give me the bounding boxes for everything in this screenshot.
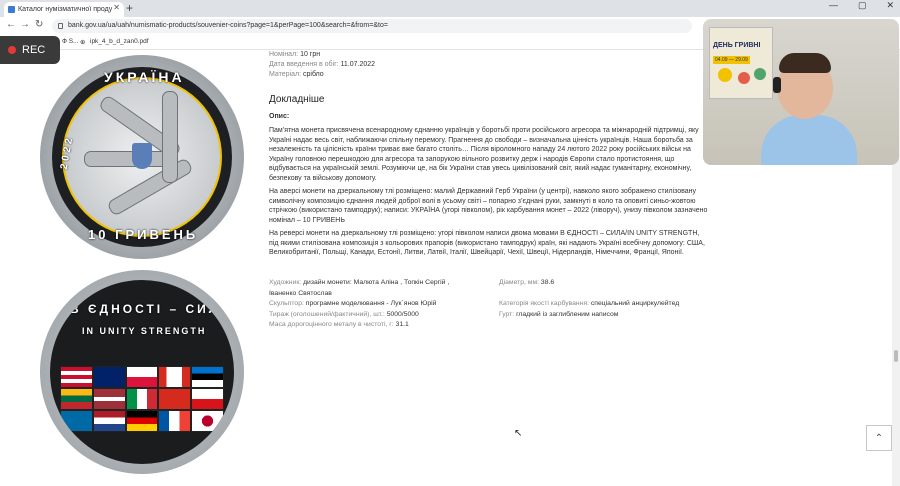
flag-usa xyxy=(60,366,93,388)
rec-label: REC xyxy=(22,44,46,56)
obverse-paragraph: На аверсі монети на дзеркальному тлі розміщено: малий Державний Герб України (у центрі), навколо якого зображено стилізовану символічну композицію єднання людей доброї волі в усьому світі – попарно з’єднані руки, замкнуті в коло та оповиті синьо-жовтою стрічкою (використано тамподрук); написи: УКРАЇНА (угорі півколом), рік карбування монет – 2022 (ліворуч), унизу півколом зазначено номінал – 10 ГРИВЕНЬ xyxy=(269,188,708,224)
maximize-icon[interactable]: ▢ xyxy=(857,0,867,10)
meta-nominal: Номінал: 10 грн xyxy=(269,51,321,58)
coin-reverse-field xyxy=(50,280,234,464)
coin-denomination: 10 ГРИВЕНЬ xyxy=(88,227,199,242)
mouse-cursor-icon: ↖ xyxy=(514,428,523,439)
lock-icon xyxy=(58,23,63,29)
description-label: Опис: xyxy=(269,113,290,120)
bank-favicon-icon xyxy=(8,6,15,13)
coat-of-arms-icon xyxy=(132,143,152,169)
property-row: Іваненко Святослав xyxy=(269,289,332,297)
flag-estonia xyxy=(191,366,224,388)
green-circle-shape xyxy=(754,68,766,80)
reload-icon[interactable]: ↻ xyxy=(35,19,44,30)
flag-sweden xyxy=(60,410,93,432)
scroll-to-top-button[interactable] xyxy=(866,425,892,451)
poster-title: ДЕНЬ ГРИВНІ xyxy=(713,42,761,49)
tab-title: Каталог нумізматичної проду xyxy=(18,6,113,13)
property-row: Тираж (оголошений/фактичний), шт.: 5000/5000 Гурт: гладкий із заглибленим написом xyxy=(269,310,619,318)
pdf-icon: ⊕ xyxy=(80,39,86,46)
chevron-up-icon: ⌃ xyxy=(874,432,884,444)
flags-composition xyxy=(60,366,224,464)
yellow-circle-shape xyxy=(718,68,732,82)
scrollbar-thumb[interactable] xyxy=(894,350,898,362)
coin-details xyxy=(269,50,709,262)
coin-obverse-field xyxy=(62,77,222,237)
url-field[interactable] xyxy=(52,19,692,33)
section-title: Докладніше xyxy=(269,94,325,105)
flag-lithuania xyxy=(60,388,93,410)
flag-netherlands xyxy=(93,410,126,432)
flag-france xyxy=(158,410,191,432)
property-row: Художник: дизайн монети: Малюта Аліна , Топкін Сергій , Діаметр, мм: 38.6 xyxy=(269,279,555,286)
url-text: bank.gov.ua/ua/uah/numismatic-products/souvenier-coins?page=1&perPage=100&search=&from=&to= xyxy=(68,22,388,29)
record-dot-icon xyxy=(8,46,16,54)
coin-reverse-image xyxy=(40,270,244,474)
coin-reverse-top-text: В ЄДНОСТІ – СИЛА xyxy=(70,302,232,316)
property-row: Скульптор: програмне моделювання - Лук`янов Юрій Категорія якості карбування: спеціальний анциркулейтед xyxy=(269,300,680,307)
flag-canada xyxy=(158,366,191,388)
back-icon[interactable]: ← xyxy=(6,19,16,30)
flag-czechia xyxy=(191,388,224,410)
property-row: Маса дорогоцінного металу в чистоті, г: 31.1 xyxy=(269,321,409,328)
bookmark-item[interactable]: ipk_4_b_d_zan0.pdf xyxy=(90,38,149,45)
forward-icon[interactable]: → xyxy=(20,19,30,30)
red-circle-shape xyxy=(738,72,750,84)
headset-icon xyxy=(773,77,781,93)
flag-germany xyxy=(126,410,159,432)
coin-top-text: УКРАЇНА xyxy=(104,69,185,85)
hryvnia-day-poster xyxy=(709,27,773,99)
window-controls xyxy=(829,0,894,11)
coin-obverse-image xyxy=(40,55,244,259)
description-paragraph: Пам’ятна монета присвячена всенародному єднанню українців у боротьбі проти російського агресора та міжнародній підтримці, яку Україні надає весь світ, наближаючи спільну перемогу. Прагнення до свободи – визначальна цінність українців. Наша боротьба за незалежність та цілісність країни триває вже багато століть… Після віроломного нападу 24 лютого 2022 року російських військ на Україну головною перешкодою для агресора та запорукою вільного розвитку держ і народів Європи стало протистояння, що відбувається на українській землі. Розуміючи це, на бік України став увесь цивілізований світ, який надає гуманітарну, економічну, безпекову та військову допомогу. xyxy=(269,127,699,182)
browser-tab-bar xyxy=(0,0,900,17)
presenter-hair xyxy=(779,53,831,73)
coin-year: 2022 xyxy=(58,134,76,171)
poster-dates: 04.09 — 29.09 xyxy=(715,57,748,63)
flag-switzerland xyxy=(158,388,191,410)
browser-tab[interactable] xyxy=(4,2,124,17)
recording-indicator[interactable] xyxy=(0,36,60,64)
flag-uk xyxy=(93,366,126,388)
minimize-icon[interactable]: — xyxy=(828,0,838,10)
flag-latvia xyxy=(93,388,126,410)
coin-properties xyxy=(269,278,739,331)
reverse-paragraph: На реверсі монети на дзеркальному тлі розміщено: угорі півколом написи двома мовами В ЄДНОСТІ – СИЛА/IN UNITY STRENGTH, під якими стилізована композиція з кольорових прапорів (використано тамподрук) країн, які надають Україні всебічну допомогу: США, Великобританії, Польщі, Канади, Естонії, Литви, Латвії, Італії, Швейцарії, Чехії, Швеції, Нідерландів, Німеччини, Франції, Японії. xyxy=(269,230,705,256)
bookmark-item[interactable]: Ф S... xyxy=(62,38,79,45)
webcam-overlay xyxy=(703,19,899,165)
meta-date: Дата введення в обіг: 11.07.2022 xyxy=(269,61,376,68)
flag-japan xyxy=(191,410,224,432)
meta-material: Матеріал: срібло xyxy=(269,71,324,78)
flag-poland xyxy=(126,366,159,388)
close-window-icon[interactable]: ✕ xyxy=(886,0,894,10)
hand-shape xyxy=(162,91,178,183)
coin-reverse-sub-text: IN UNITY STRENGTH xyxy=(82,326,207,336)
new-tab-icon[interactable]: + xyxy=(126,1,134,15)
presenter-body xyxy=(761,115,857,165)
flag-italy xyxy=(126,388,159,410)
close-tab-icon[interactable]: ✕ xyxy=(113,3,120,12)
